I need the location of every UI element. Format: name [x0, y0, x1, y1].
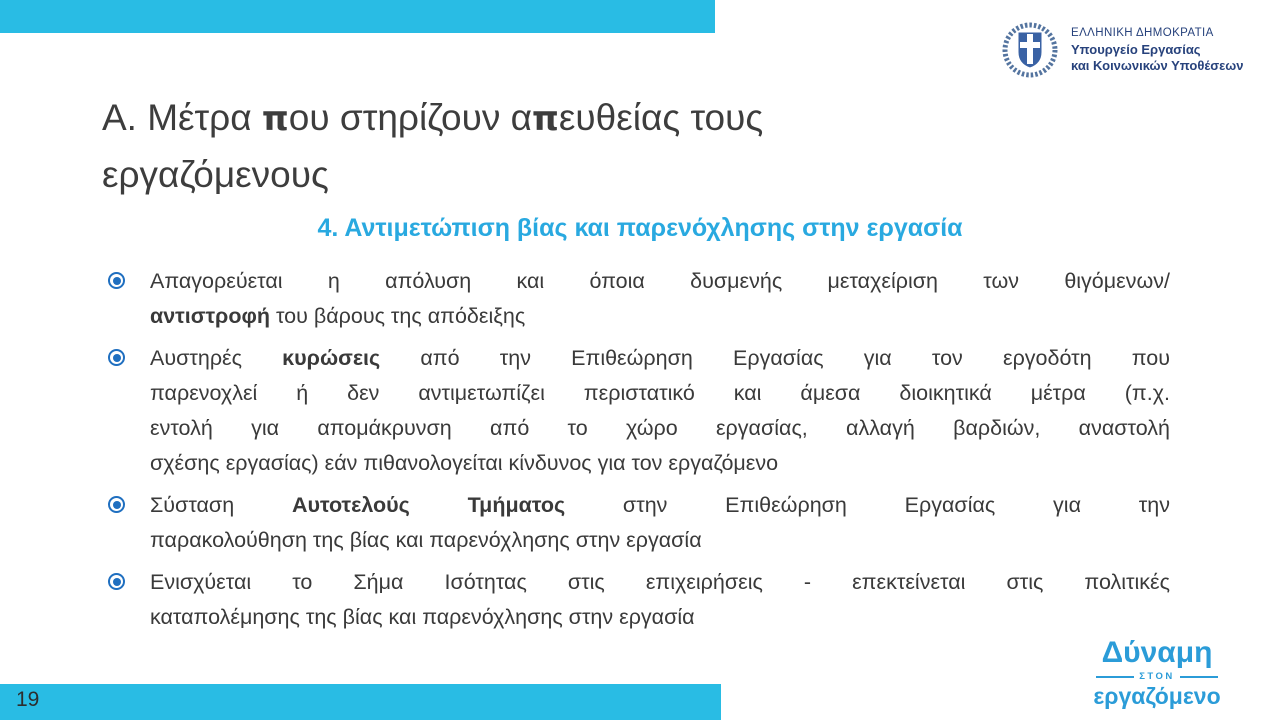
- bottom-accent-bar: [0, 684, 721, 720]
- fisheye-bullet-icon: [108, 565, 150, 635]
- campaign-logo-line3: εργαζόμενο: [1093, 683, 1221, 709]
- bullet-line: αντιστροφή του βάρους της απόδειξης: [150, 304, 526, 328]
- ministry-name-line2: και Κοινωνικών Υποθέσεων: [1071, 57, 1244, 73]
- bullet-line: Ενισχύεται το Σήμα Ισότητας στις επιχειρήσεις - επεκτείνεται στις πολιτικές: [150, 570, 1170, 594]
- logo-rule-left: [1096, 676, 1134, 678]
- bullet-text: [150, 565, 1170, 635]
- campaign-logo-line1: Δύναμη: [1101, 636, 1213, 669]
- ministry-header: [1001, 22, 1244, 78]
- bullet-text: [150, 341, 1170, 481]
- bullet-line: καταπολέμησης της βίας και παρενόχλησης στην εργασία: [150, 605, 695, 629]
- fisheye-bullet-icon: [108, 264, 150, 334]
- section-subtitle: 4. Αντιμετώπιση βίας και παρενόχλησης στην εργασία: [317, 214, 963, 242]
- greek-coat-of-arms-icon: [1001, 22, 1059, 78]
- page-number: 19: [16, 688, 40, 711]
- list-item: [108, 565, 1170, 635]
- fisheye-bullet-icon: [108, 341, 150, 481]
- slide-title: [102, 90, 1082, 202]
- bullet-list: [108, 264, 1170, 642]
- campaign-logo-line2: ΣΤΟΝ: [1139, 671, 1175, 682]
- bullet-text: [150, 488, 1170, 558]
- campaign-logo-line2-row: [1096, 671, 1218, 682]
- bullet-line: σχέσης εργασίας) εάν πιθανολογείται κίνδυνος για τον εργαζόμενο: [150, 451, 779, 475]
- top-accent-bar: [0, 0, 715, 33]
- bullet-line: παρακολούθηση της βίας και παρενόχλησης στην εργασία: [150, 528, 702, 552]
- bullet-line: Απαγορεύεται η απόλυση και όποια δυσμενής μεταχείριση των θιγόμενων/: [150, 269, 1170, 293]
- fisheye-bullet-icon: [108, 488, 150, 558]
- bullet-line: Σύσταση Αυτοτελούς Τμήματος στην Επιθεώρηση Εργασίας για την: [150, 493, 1170, 517]
- slide-title-line2: εργαζόμενους: [102, 154, 329, 195]
- bullet-line: Αυστηρές κυρώσεις από την Επιθεώρηση Εργασίας για τον εργοδότη που: [150, 346, 1170, 370]
- list-item: [108, 264, 1170, 334]
- ministry-name-line1: Υπουργείο Εργασίας: [1071, 41, 1201, 57]
- list-item: [108, 341, 1170, 481]
- logo-rule-right: [1180, 676, 1218, 678]
- bullet-line: εντολή για απομάκρυνση από το χώρο εργασίας, αλλαγή βαρδιών, αναστολή: [150, 416, 1170, 440]
- list-item: [108, 488, 1170, 558]
- ministry-text-block: [1071, 27, 1244, 74]
- slide-title-line1: Α. Μέτρα που στηρίζουν απευθείας τους: [102, 97, 764, 139]
- bullet-line: παρενοχλεί ή δεν αντιμετωπίζει περιστατικό και άμεσα διοικητικά μέτρα (π.χ.: [150, 381, 1170, 405]
- campaign-logo: [1092, 636, 1222, 708]
- bullet-text: [150, 264, 1170, 334]
- ministry-country-line: ΕΛΛΗΝΙΚΗ ΔΗΜΟΚΡΑΤΙΑ: [1071, 26, 1214, 39]
